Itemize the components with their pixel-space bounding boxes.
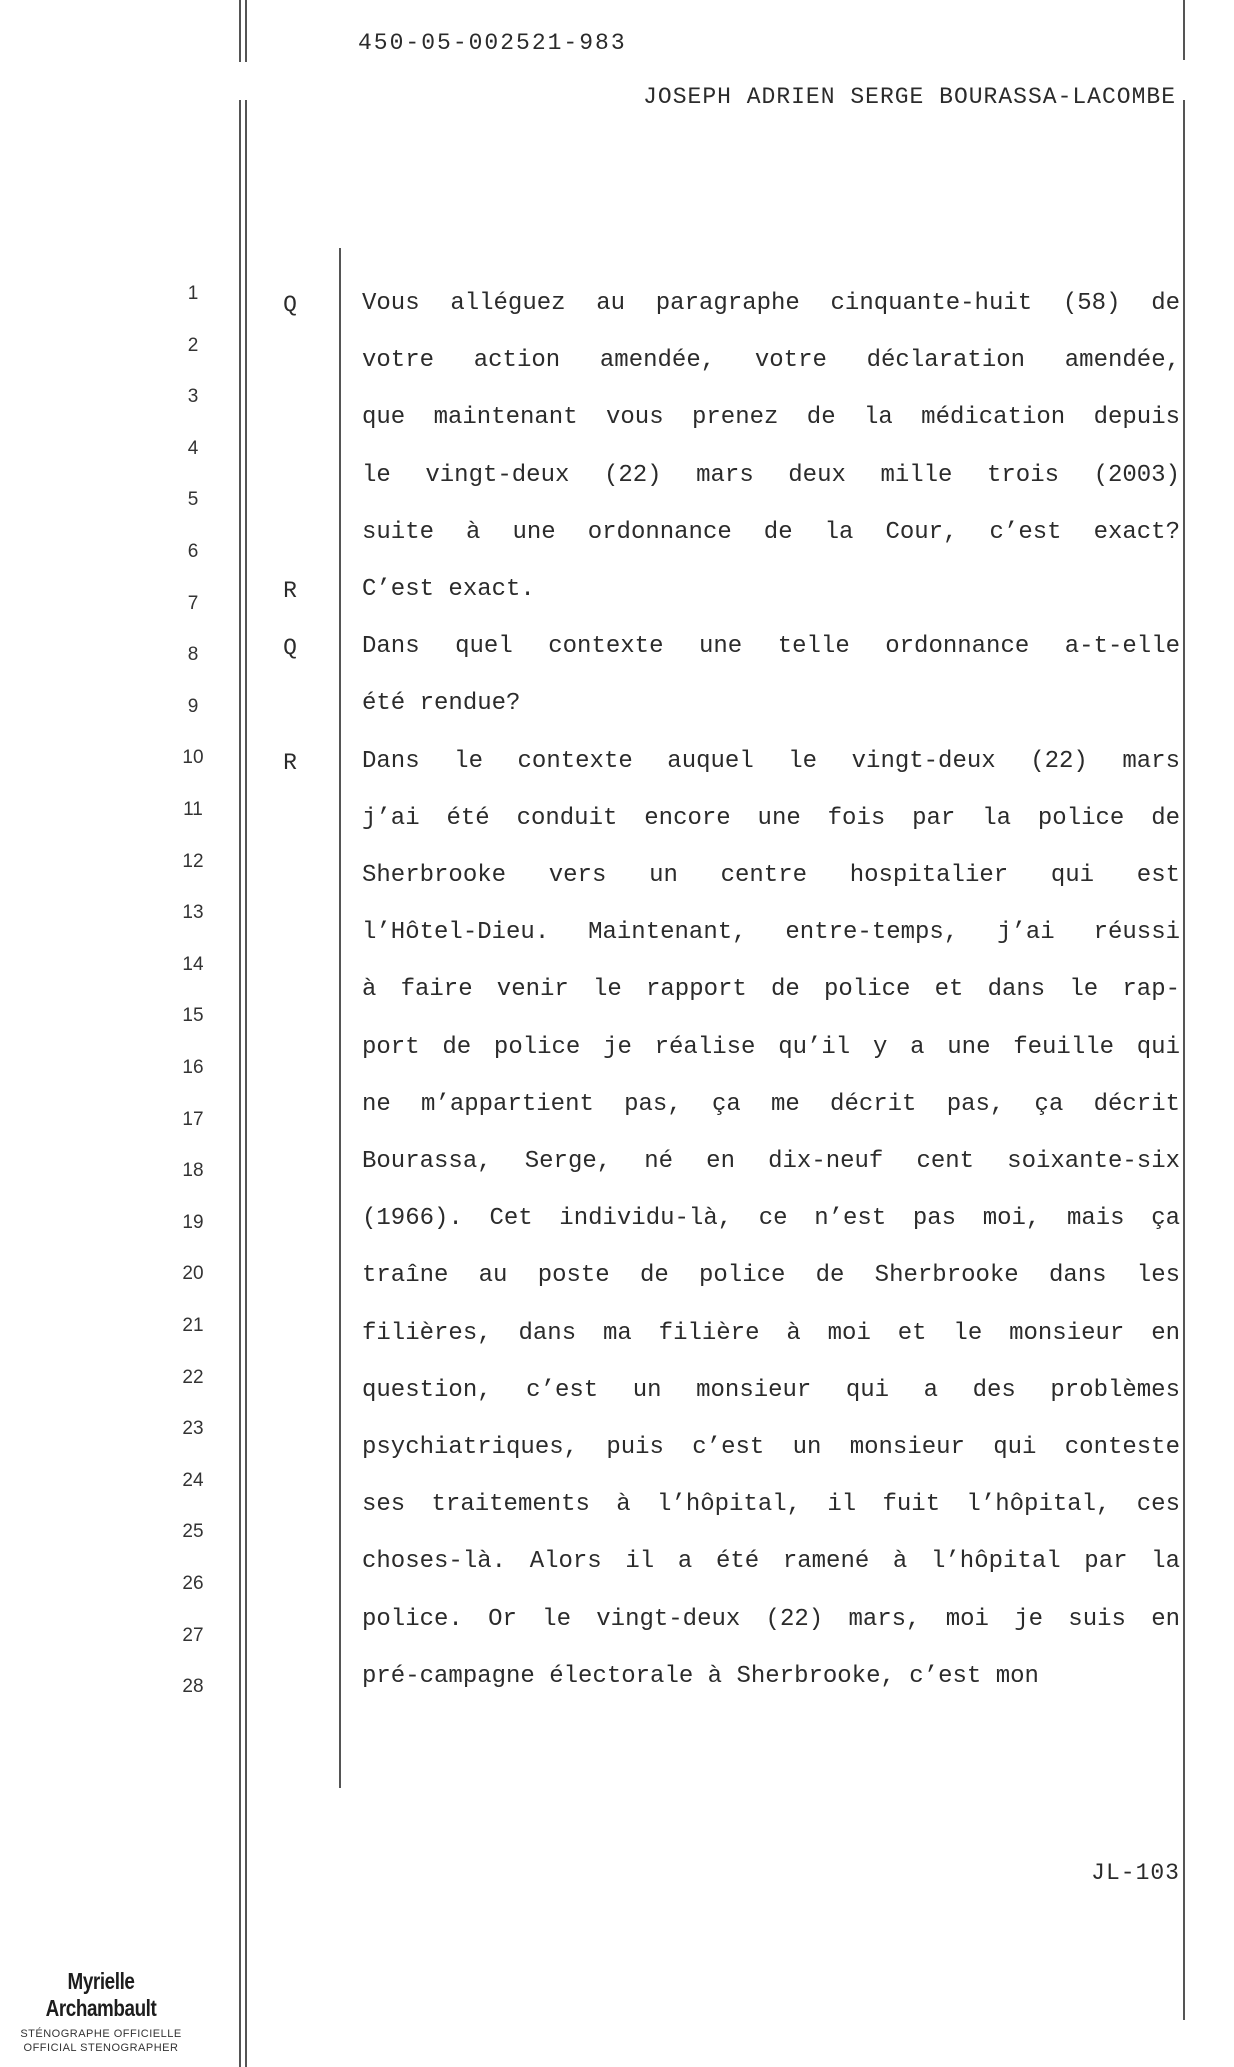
transcript-line: Sherbrooke vers un centre hospitalier qui est <box>362 862 1180 889</box>
transcript-line: suite à une ordonnance de la Cour, c’est exact? <box>362 518 1180 546</box>
right-margin-rule-top <box>1183 0 1185 60</box>
line-number: 11 <box>183 799 203 820</box>
speaker-label: Q <box>283 292 297 318</box>
line-number: 1 <box>187 283 199 304</box>
stamp-name: Myrielle Archambault <box>45 1968 157 2021</box>
left-margin-rule-outer <box>239 0 241 62</box>
speaker-label: R <box>283 749 297 776</box>
line-number: 3 <box>187 386 199 408</box>
transcript-line: filières, dans ma filière à moi et le monsieur en <box>362 1319 1180 1347</box>
transcript-line: ses traitements à l’hôpital, il fuit l’hôpital, ces <box>362 1491 1180 1519</box>
transcript-line: C’est exact. <box>362 576 535 603</box>
line-number: 15 <box>182 1005 204 1027</box>
speaker-label: R <box>283 578 297 604</box>
left-margin-rule-outer-lower <box>239 100 241 2067</box>
line-number: 26 <box>182 1573 204 1594</box>
line-number: 10 <box>182 747 204 769</box>
line-number: 22 <box>182 1366 204 1388</box>
transcript-line: j’ai été conduit encore une fois par la police de <box>362 804 1180 832</box>
stamp-line-2: OFFICIAL STENOGRAPHER <box>23 2042 179 2054</box>
transcript-line: police. Or le vingt-deux (22) mars, moi je suis en <box>362 1605 1180 1633</box>
transcript-line: port de police je réalise qu’il y a une feuille qui <box>362 1033 1180 1061</box>
line-number: 8 <box>187 644 199 666</box>
line-number: 21 <box>182 1315 204 1336</box>
page-code: JL-103 <box>1091 1860 1180 1886</box>
transcript-line: l’Hôtel-Dieu. Maintenant, entre-temps, j’ai réussi <box>362 919 1180 947</box>
line-number: 18 <box>182 1160 204 1182</box>
transcript-line: traîne au poste de police de Sherbrooke dans les <box>362 1262 1180 1290</box>
transcript-line: à faire venir le rapport de police et dans le rap- <box>362 976 1180 1004</box>
case-number: 450-05-002521-983 <box>358 30 627 56</box>
speaker-column-rule <box>339 248 341 1788</box>
line-number: 20 <box>182 1263 204 1285</box>
line-number: 23 <box>182 1418 204 1440</box>
transcript-line: Vous alléguez au paragraphe cinquante-huit (58) de <box>362 290 1180 317</box>
line-number: 6 <box>187 541 199 562</box>
line-number: 28 <box>182 1676 204 1698</box>
left-margin-rule-inner-lower <box>245 100 247 2067</box>
line-number: 16 <box>182 1057 204 1078</box>
line-number: 2 <box>187 334 199 356</box>
transcript-line: Bourassa, Serge, né en dix-neuf cent soixante-six <box>362 1148 1180 1175</box>
line-number: 7 <box>187 592 199 614</box>
transcript-line: question, c’est un monsieur qui a des problèmes <box>362 1376 1180 1404</box>
transcript-line: que maintenant vous prenez de la médication depuis <box>362 404 1180 432</box>
transcript-line: pré-campagne électorale à Sherbrooke, c’est mon <box>362 1662 1039 1690</box>
transcript-line: ne m’appartient pas, ça me décrit pas, ça décrit <box>362 1090 1180 1118</box>
stenographer-stamp <box>8 1968 194 2054</box>
transcript-line: votre action amendée, votre déclaration amendée, <box>362 347 1180 375</box>
line-number: 24 <box>182 1469 204 1491</box>
line-number: 5 <box>187 489 199 511</box>
transcript-line: Dans quel contexte une telle ordonnance a-t-elle <box>362 633 1180 661</box>
line-number: 12 <box>182 850 204 872</box>
transcript-line: (1966). Cet individu-là, ce n’est pas moi, mais ça <box>362 1205 1180 1233</box>
line-number: 17 <box>182 1108 204 1130</box>
speaker-label: Q <box>283 635 297 662</box>
transcript-line: psychiatriques, puis c’est un monsieur qui conteste <box>362 1434 1180 1461</box>
transcript-line: Dans le contexte auquel le vingt-deux (22) mars <box>362 747 1180 775</box>
transcript-line: le vingt-deux (22) mars deux mille trois (2003) <box>362 461 1180 489</box>
stamp-line-1: STÉNOGRAPHE OFFICIELLE <box>20 2028 182 2040</box>
line-number: 14 <box>182 953 204 975</box>
witness-name: JOSEPH ADRIEN SERGE BOURASSA-LACOMBE <box>643 84 1176 110</box>
transcript-line: été rendue? <box>362 690 521 718</box>
line-number: 13 <box>182 902 204 924</box>
line-number: 9 <box>187 695 199 717</box>
line-number: 19 <box>182 1211 204 1233</box>
right-margin-rule <box>1183 100 1185 2020</box>
left-margin-rule-inner <box>245 0 247 62</box>
line-number: 25 <box>182 1521 204 1543</box>
line-number: 4 <box>187 437 199 459</box>
line-number: 27 <box>182 1624 204 1646</box>
transcript-line: choses-là. Alors il a été ramené à l’hôpital par la <box>362 1548 1180 1576</box>
